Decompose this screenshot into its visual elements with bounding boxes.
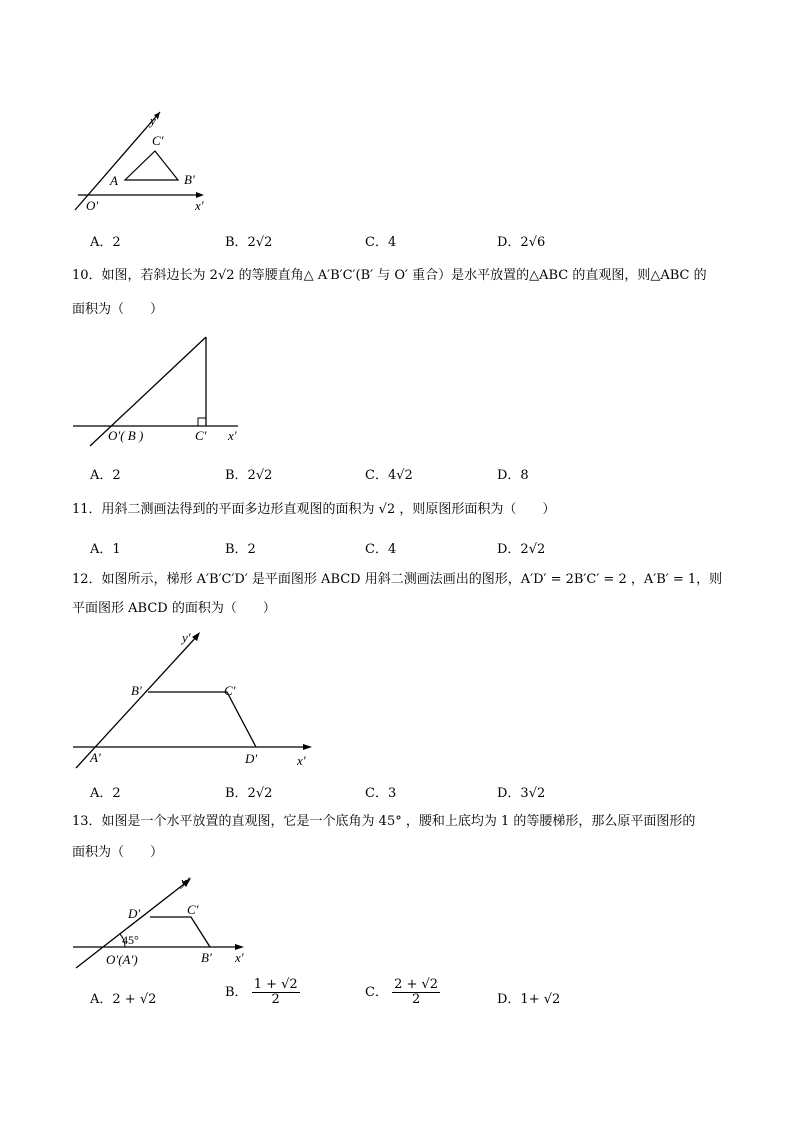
option-a[interactable]: A．1: [90, 542, 121, 557]
figure-q13: [70, 868, 260, 973]
option-c-numerator: 2 + √2: [394, 977, 439, 992]
label-point-d: D′: [128, 906, 141, 921]
question-12-line1: 12．如图所示，梯形 A′B′C′D′ 是平面图形 ABCD 用斜二测画法画出的图形，A′D′ = 2B′C′ = 2 ，A′B′ = 1，则: [72, 572, 723, 587]
option-d[interactable]: D．8: [497, 468, 529, 483]
option-b-numerator: 1 + √2: [253, 977, 298, 992]
option-b[interactable]: B．2√2: [225, 468, 273, 483]
option-b[interactable]: B．2√2: [225, 235, 273, 250]
question-13-line2: 面积为（ ）: [72, 845, 164, 860]
label-y-axis: y′: [181, 874, 190, 889]
label-x-axis: x′: [235, 950, 244, 965]
label-point-b: B′: [131, 683, 142, 698]
option-b[interactable]: [225, 978, 300, 1007]
figure-q12: [70, 625, 320, 775]
option-b-denominator: 2: [271, 992, 280, 1007]
label-point-b: B′: [201, 950, 212, 965]
label-point-c: C′: [195, 428, 207, 443]
label-point-a: A′: [90, 750, 101, 765]
label-point-c: C′: [152, 133, 164, 148]
option-a[interactable]: A．2: [90, 468, 121, 483]
option-a[interactable]: A．2 + √2: [90, 992, 157, 1007]
label-point-d: D′: [245, 751, 258, 766]
option-d[interactable]: D．3√2: [497, 786, 546, 801]
option-a[interactable]: A．2: [90, 786, 121, 801]
label-x-axis: x′: [228, 428, 237, 443]
question-11: 11．用斜二测画法得到的平面多边形直观图的面积为 √2 ，则原图形面积为（ ）: [72, 502, 556, 517]
option-d[interactable]: D．2√6: [497, 235, 546, 250]
question-13-line1: 13．如图是一个水平放置的直观图，它是一个底角为 45° ，腰和上底均为 1 的等腰梯形，那么原平面图形的: [72, 814, 696, 829]
label-point-c: C′: [187, 902, 199, 917]
label-origin: O′: [86, 198, 99, 213]
option-b-prefix: B．: [225, 985, 248, 1000]
label-point-c: C′: [224, 683, 236, 698]
label-angle: 45°: [122, 933, 139, 947]
right-angle-mark: [198, 418, 206, 426]
option-b-fraction: [252, 978, 300, 1007]
figure-q10: [70, 330, 250, 450]
option-b[interactable]: B．2√2: [225, 786, 273, 801]
option-c[interactable]: C．4√2: [365, 468, 413, 483]
label-y-axis: y′: [182, 630, 191, 645]
label-y-axis: y′: [150, 113, 159, 128]
trapezoid-edges: [148, 692, 256, 747]
option-c[interactable]: [365, 978, 440, 1007]
question-12-line2: 平面图形 ABCD 的面积为（ ）: [72, 601, 276, 616]
option-c-fraction: [392, 978, 440, 1007]
label-x-axis: x′: [297, 753, 306, 768]
triangle-abc: [125, 151, 178, 180]
option-c[interactable]: C．4: [365, 235, 397, 250]
option-d[interactable]: D．2√2: [497, 542, 546, 557]
option-b[interactable]: B．2: [225, 542, 256, 557]
y-axis: [76, 635, 198, 768]
option-a[interactable]: A．2: [90, 235, 121, 250]
option-c-prefix: C．: [365, 985, 388, 1000]
option-c[interactable]: C．4: [365, 542, 397, 557]
label-point-a: A: [110, 173, 118, 188]
figure-q9: [70, 100, 220, 215]
option-d[interactable]: D．1+ √2: [497, 992, 561, 1007]
question-10-line1: 10．如图，若斜边长为 2√2 的等腰直角△ A′B′C′(B′ 与 O′ 重合）是水平放置的△ABC 的直观图，则△ABC 的: [72, 268, 707, 283]
question-10-line2: 面积为（ ）: [72, 302, 164, 317]
label-origin: O′( B ): [108, 428, 144, 443]
trapezoid-edges: [150, 917, 210, 947]
label-origin: O′(A′): [106, 952, 138, 967]
label-point-b: B′: [184, 172, 195, 187]
label-x-axis: x′: [195, 198, 204, 213]
option-c-denominator: 2: [411, 992, 421, 1007]
option-c[interactable]: C．3: [365, 786, 397, 801]
